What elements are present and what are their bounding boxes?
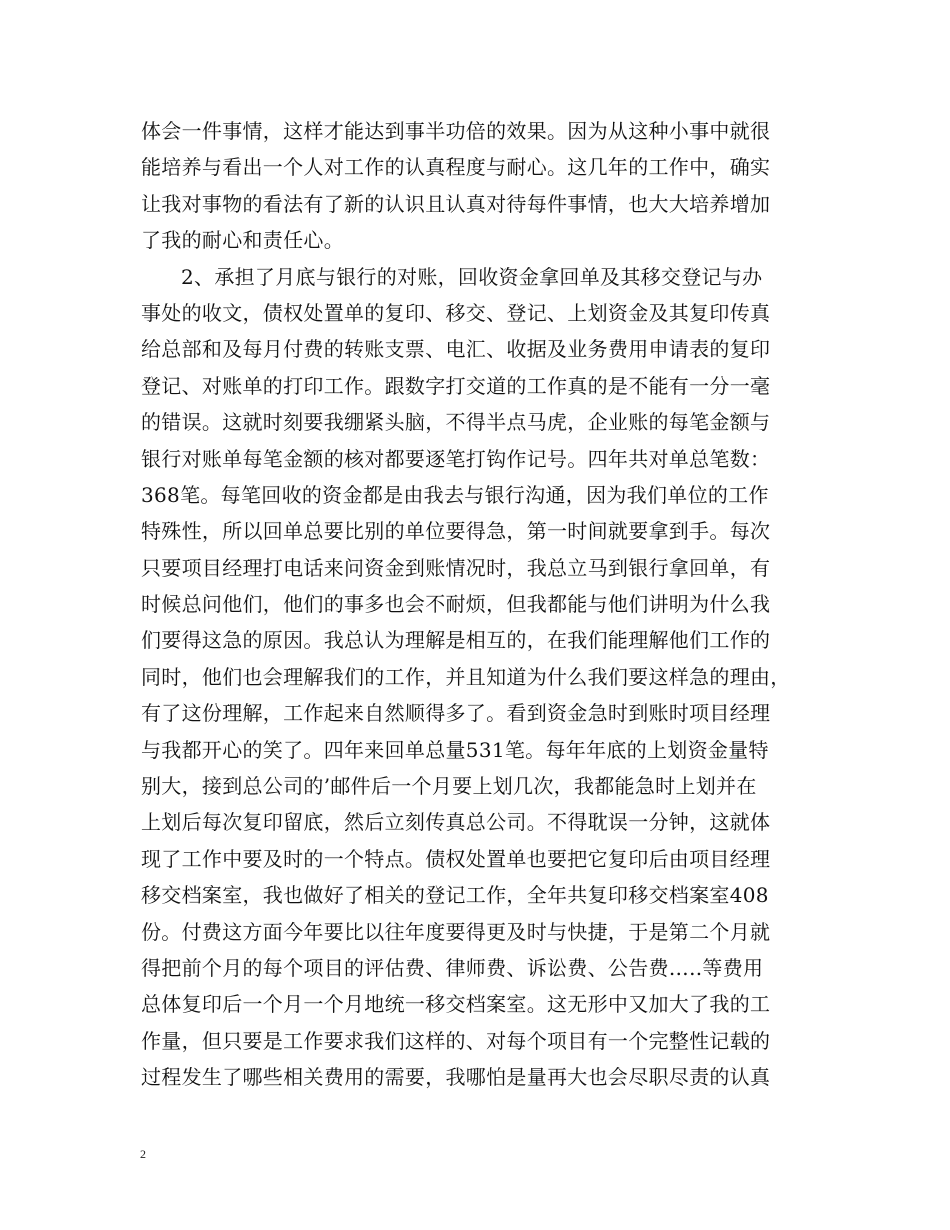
text-line: 368笔。每笔回收的资金都是由我去与银行沟通，因为我们单位的工作: [141, 482, 769, 507]
text-line: 只要项目经理打电话来问资金到账情况时，我总立马到银行拿回单，有: [141, 555, 771, 580]
text-line: 特殊性，所以回单总要比别的单位要得急，第一时间就要拿到手。每次: [141, 519, 771, 544]
text-line: 同时，他们也会理解我们的工作，并且知道为什么我们要这样急的理由，: [141, 664, 791, 689]
text-line: 移交档案室，我也做好了相关的登记工作，全年共复印移交档案室408: [141, 883, 769, 908]
paragraph-1: [141, 113, 816, 259]
text-line: 了我的耐心和责任心。: [141, 228, 344, 253]
text-line: 得把前个月的每个项目的评估费、律师费、诉讼费、公告费…..等费用: [141, 955, 764, 980]
text-line: 让我对事物的看法有了新的认识且认真对待每件事情，也大大培养增加: [141, 191, 771, 216]
text-line: 的错误。这就时刻要我绷紧头脑，不得半点马虎，企业账的每笔金额与: [141, 410, 771, 435]
paragraph-2: [141, 259, 816, 1096]
text-line: 能培养与看出一个人对工作的认真程度与耐心。这几年的工作中，确实: [141, 155, 771, 180]
text-line: 事处的收文，债权处置单的复印、移交、登记、上划资金及其复印传真: [141, 300, 771, 325]
text-line: 上划后每次复印留底，然后立刻传真总公司。不得耽误一分钟，这就体: [141, 810, 771, 835]
text-line: 别大，接到总公司的’邮件后一个月要上划几次，我都能急时上划并在: [141, 774, 757, 799]
text-line: 登记、对账单的打印工作。跟数字打交道的工作真的是不能有一分一毫: [141, 373, 771, 398]
text-line: 有了这份理解，工作起来自然顺得多了。看到资金急时到账时项目经理: [141, 701, 771, 726]
text-line: 过程发生了哪些相关费用的需要，我哪怕是量再大也会尽职尽责的认真: [141, 1065, 771, 1090]
text-line: 们要得这急的原因。我总认为理解是相互的，在我们能理解他们工作的: [141, 628, 771, 653]
text-line: 份。付费这方面今年要比以往年度要得更及时与快捷，于是第二个月就: [141, 919, 771, 944]
text-line: 作量，但只要是工作要求我们这样的、对每个项目有一个完整性记载的: [141, 1028, 771, 1053]
text-line: 总体复印后一个月一个月地统一移交档案室。这无形中又加大了我的工: [141, 992, 771, 1017]
text-line: 2、承担了月底与银行的对账，回收资金拿回单及其移交登记与办: [181, 264, 763, 289]
text-line: 体会一件事情，这样才能达到事半功倍的效果。因为从这种小事中就很: [141, 119, 771, 143]
text-line: 银行对账单每笔金额的核对都要逐笔打钩作记号。四年共对单总笔数：: [141, 446, 771, 471]
body-text: [141, 113, 816, 1096]
text-line: 时候总问他们，他们的事多也会不耐烦，但我都能与他们讲明为什么我: [141, 592, 771, 617]
text-line: 给总部和及每月付费的转账支票、电汇、收据及业务费用申请表的复印: [141, 337, 771, 362]
text-line: 与我都开心的笑了。四年来回单总量531笔。每年年底的上划资金量特: [141, 737, 769, 762]
page-number: 2: [140, 1147, 146, 1161]
text-line: 现了工作中要及时的一个特点。债权处置单也要把它复印后由项目经理: [141, 846, 771, 871]
